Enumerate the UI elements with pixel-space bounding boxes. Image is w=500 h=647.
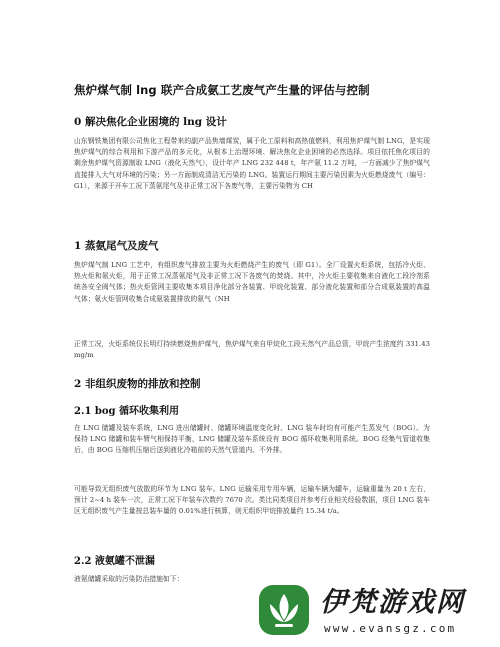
section-heading-2-1: 2.1 bog 循环收集利用	[74, 406, 180, 417]
section-heading-2-2: 2.2 液氨罐不泄漏	[74, 556, 155, 567]
section-1-paragraph-1: 正常工况，火炬系统仅长明灯持续燃烧焦炉煤气，焦炉煤气来自甲烷化工段天然气产品总管，甲烷产生浓度约 331.43 mg/m	[74, 340, 430, 360]
section-heading-2: 2 非组织废物的排放和控制	[74, 378, 201, 390]
watermark-url: www.evansgz.com	[324, 622, 457, 635]
lotus-logo-icon	[258, 584, 310, 636]
section-1-paragraph-0: 焦炉煤气制 LNG 工艺中，有组织废气排放主要为火炬燃烧产生的废气（即 G1）。全厂设置火炬系统，包括冷火炬、热火炬和氨火炬，用于正常工况蒸氨尾气及非正常工况下各废气的焚烧。其中，冷火炬主要收集来自液化工段冷剂系统各安全阀气体；热火炬管网主要收集本项目净化部分各装置、甲烷化装置、部分液化装置和部分合成氨装置的高温气体；氨火炬管网收集合成氨装置排放的氨气（NH	[74, 261, 430, 303]
site-watermark	[258, 580, 494, 642]
section-2-1-paragraph-1: 可能导致无组织废气放散的环节为 LNG 装车。LNG 运输采用专用车辆，运输车辆为罐车，运输重量为 20 t 左右，预计 2~4 h 装车一次，正常工况下年装车次数约 7670 次。类比同类项目并参考行业相关经验数据，项目 LNG 装车区无组织废气产生量按总装车量的 0.01%进行核算，则无组织甲烷排放量约 15.34 t/a。	[74, 485, 430, 516]
section-heading-1: 1 蒸氨尾气及废气	[74, 240, 159, 252]
section-heading-0: 0 解决焦化企业困境的 lng 设计	[74, 116, 227, 128]
document-title: 焦炉煤气制 lng 联产合成氨工艺废气产生量的评估与控制	[74, 83, 370, 97]
section-0-paragraph-0: 山东钢铁集团有限公司焦化工程带来的副产品焦墙煤炭，属于化工原料和高热值燃料，利用焦炉煤气制 LNG，是实现焦炉煤气的综合利用和下游产品的多元化，从根本上治理环境、解决焦化企业困境的必然选择。项目依托焦化项目的剩余焦炉煤气资源制取 LNG（液化天然气），设计年产 LNG 232 448 t，年产氨 11.2 万吨，一方面减少了焦炉煤气直接排入大气对环境的污染；另一方面制成清洁无污染的 LNG。装置运行期间主要污染因素为火炬燃烧废气（编号：G1），来源于开车工况下蒸氨尾气及非正常工况下各废气等，主要污染物为 CH	[74, 137, 430, 190]
section-2-1-paragraph-0: 在 LNG 储罐及装车系统，LNG 进出储罐时、储罐环境温度变化时、LNG 装车时均有可能产生蒸发气（BOG）。为保持 LNG 储罐和装车臂气相保持平衡，LNG 储罐及装车系统设有 BOG 循环收集利用系统。BOG 经集气管道收集后，由 BOG 压缩机压缩后送到液化冷箱前的天然气管道内、不外排。	[74, 424, 430, 455]
watermark-title: 伊梵游戏网	[320, 587, 465, 618]
section-2-2-paragraph-0: 液氨储罐采取的污染防治措施如下：	[74, 575, 184, 583]
